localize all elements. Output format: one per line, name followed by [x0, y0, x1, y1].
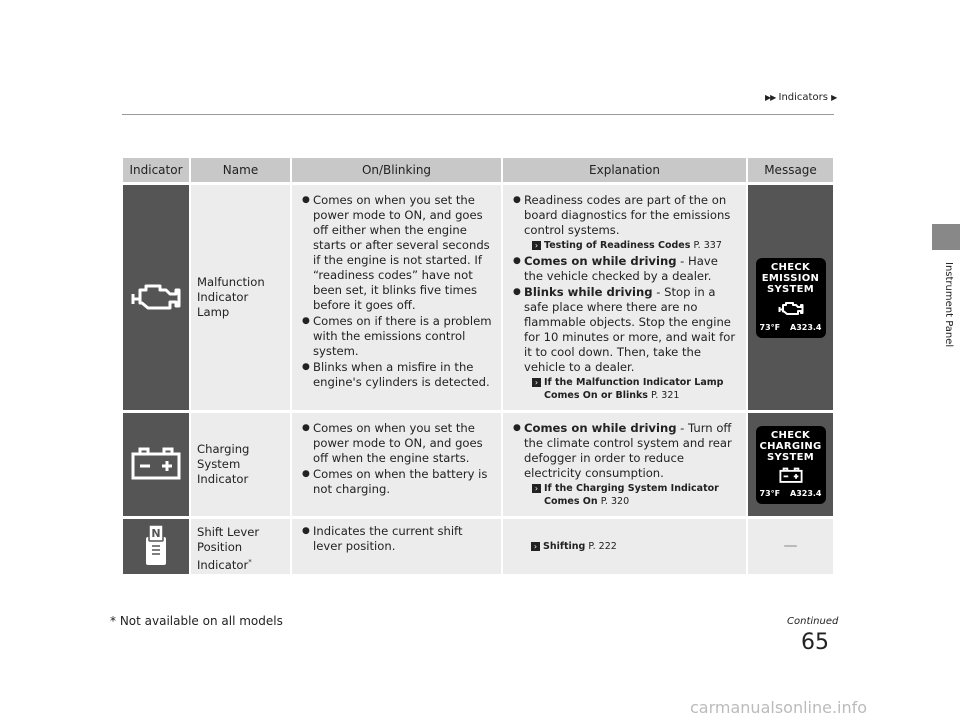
list-item: ● Readiness codes are part of the on board diagnostics for the emissions control systems. › Testing of Readiness Codes P. 337	[513, 193, 738, 252]
explanation-cell	[503, 410, 748, 516]
message-display: CHECK CHARGING SYSTEM 73°F A323.4	[756, 426, 826, 504]
on-blinking-cell	[292, 410, 503, 516]
list-item: ● Indicates the current shift lever position.	[302, 524, 493, 554]
section-tab	[932, 224, 960, 250]
table-row	[123, 182, 833, 410]
message-display: CHECK EMISSION SYSTEM 73°F A323.4	[756, 258, 826, 338]
explanation-cell	[503, 182, 748, 410]
list-item: ● Comes on when you set the power mode to ON, and goes off when the engine starts.	[302, 421, 493, 466]
reference-arrow-icon: ›	[532, 484, 541, 493]
watermark: carmanualsonline.info	[690, 698, 868, 717]
list-item: ● Blinks while driving - Stop in a safe place where there are no flammable objects. Stop the engine for 10 minutes or more, and wait for it to cool down. Then, take the vehicle to a dealer. › If the Malfunction Indicator Lamp Comes On or Blinks P. 321	[513, 285, 738, 402]
cross-reference[interactable]: › Shifting P. 222	[513, 540, 738, 553]
list-item: ● Comes on when you set the power mode to ON, and goes off either when the engine starts or after several seconds if the engine is not started. If “readiness codes” have not been set, it blinks five times before it goes off.	[302, 193, 493, 313]
reference-arrow-icon: ›	[532, 241, 541, 250]
shift-lever-icon	[143, 523, 169, 567]
indicator-cell	[123, 182, 191, 410]
breadcrumb-arrows-icon: ▶▶	[765, 93, 776, 102]
page-number: 65	[801, 630, 829, 655]
continued-label: Continued	[787, 616, 839, 627]
indicator-cell	[123, 410, 191, 516]
check-engine-icon	[778, 299, 804, 317]
header-indicator: Indicator	[123, 158, 191, 182]
svg-text:N: N	[151, 526, 161, 540]
section-label: Instrument Panel	[943, 262, 954, 348]
name-cell: Malfunction Indicator Lamp	[191, 182, 292, 410]
battery-icon	[779, 467, 803, 483]
breadcrumb-label[interactable]: Indicators	[778, 92, 828, 103]
list-item: ● Comes on while driving - Turn off the climate control system and rear defogger in order to reduce electricity consumption. › If the Charging System Indicator Comes On P. 320	[513, 421, 738, 508]
cross-reference[interactable]: › If the Charging System Indicator Comes On P. 320	[524, 482, 738, 508]
list-item: ● Comes on while driving - Have the vehicle checked by a dealer.	[513, 254, 738, 284]
reference-arrow-icon: ›	[531, 542, 540, 551]
header-on-blinking: On/Blinking	[292, 158, 503, 182]
indicator-table	[123, 158, 833, 574]
message-cell: —	[748, 516, 833, 574]
header-explanation: Explanation	[503, 158, 748, 182]
battery-icon	[130, 446, 182, 480]
explanation-cell	[503, 516, 748, 574]
message-cell	[748, 182, 833, 410]
breadcrumb-arrow-icon: ▶	[831, 93, 837, 102]
check-engine-icon	[130, 278, 182, 314]
header-message: Message	[748, 158, 833, 182]
cross-reference[interactable]: › If the Malfunction Indicator Lamp Comes On or Blinks P. 321	[524, 376, 738, 402]
on-blinking-cell	[292, 516, 503, 574]
list-item: ● Comes on if there is a problem with the emissions control system.	[302, 314, 493, 359]
footnote: * Not available on all models	[110, 614, 283, 628]
table-row	[123, 410, 833, 516]
header-rule	[122, 114, 834, 115]
list-item: ● Comes on when the battery is not charging.	[302, 467, 493, 497]
message-cell	[748, 410, 833, 516]
cross-reference[interactable]: › Testing of Readiness Codes P. 337	[524, 239, 738, 252]
on-blinking-cell	[292, 182, 503, 410]
indicator-cell	[123, 516, 191, 574]
name-cell: Shift Lever Position Indicator*	[191, 516, 292, 574]
list-item: ● Blinks when a misfire in the engine's cylinders is detected.	[302, 360, 493, 390]
name-cell: Charging System Indicator	[191, 410, 292, 516]
reference-arrow-icon: ›	[532, 378, 541, 387]
table-row	[123, 516, 833, 574]
header-name: Name	[191, 158, 292, 182]
breadcrumb	[765, 92, 836, 103]
